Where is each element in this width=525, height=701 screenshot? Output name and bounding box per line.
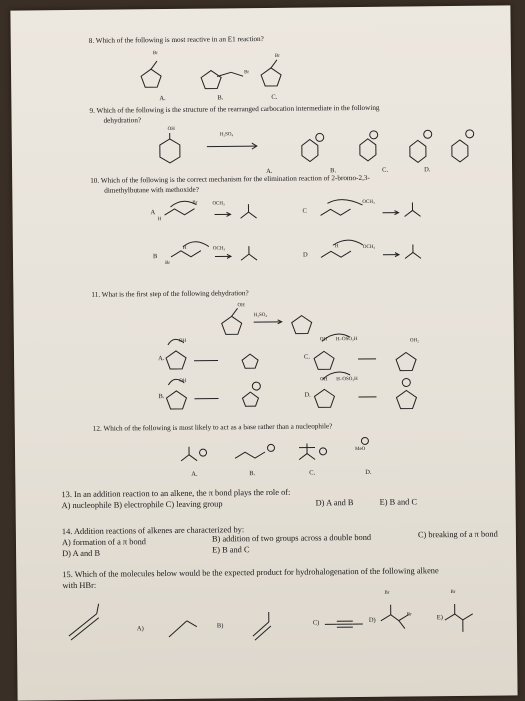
q11-text: 11. What is the first step of the following dehydration? [91,290,248,300]
q14-option-e: E) B and C [212,545,250,555]
q9-label-a: A. [266,168,272,175]
q8-label-b: B. [217,94,223,101]
q10-label-b: B [153,253,157,260]
q10-br-b: Br [165,261,170,267]
q11-hoso3h-c: H–OSO₃H [336,337,358,343]
q11-structures [153,302,474,415]
q13-option-e: E) B and C [380,497,418,507]
q10-h-b: H [183,246,187,252]
q8-br-c: Br [275,54,280,60]
q11-label-a: A. [158,355,164,362]
q9-oh: OH [168,127,175,133]
q11-label-c: C. [304,354,310,361]
q15-br-d2: Br [407,612,412,618]
q15-label-c: C) [313,619,320,626]
q11-oh: OH [237,303,244,309]
q15-structures [57,589,508,654]
q12-label-b: B. [249,470,255,477]
q14-option-c: C) breaking of a π bond [418,530,498,540]
q9-text: 9. Which of the following is the structure of the rearranged carbocation intermediate in the following [89,105,379,116]
q12-label-a: A. [191,471,197,478]
q13-option-d: D) A and B [316,498,354,508]
q10-och3-c: OCH₃ [362,200,374,206]
q8-label-c: C. [271,94,277,101]
q9-label-d: D. [424,166,430,173]
q10-text2: dimethylbutane with methoxide? [104,187,199,196]
q10-och3-a: OCH₃ [212,201,224,207]
q10-h-d: H [335,244,339,250]
q11-oh-c: OH [320,337,327,343]
q10-mechanisms [152,194,473,277]
q12-meo: MeO [355,447,365,453]
q11-label-d: D. [304,392,310,399]
q15-br-e: Br [450,590,455,596]
q15-label-e: E) [437,614,443,621]
q13-line2: A) nucleophile B) electrophile C) leaving group [62,499,223,510]
q14-line1: 14. Addition reactions of alkenes are characterized by: [62,525,244,536]
q15-label-b: B) [217,622,224,629]
q11-oh2-c: OH₂ [410,338,419,344]
q12-structures [175,436,455,469]
q10-och3-b: OCH₃ [213,246,225,252]
q12-label-c: C. [309,469,315,476]
q10-text: 10. Which of the following is the correct mechanism for the elimination reaction of 2-bromo-2,3- [90,175,370,186]
q14-option-b: B) addition of two groups across a double bond [212,533,371,544]
q15-label-a: A) [137,625,144,632]
q12-text: 12. Which of the following is most likely to act as a base rather than a nucleophile? [93,423,333,433]
q8-br-b: Br [244,70,249,76]
q11-oh-b: OH [179,379,186,385]
q11-oh-a: OH [179,339,186,345]
q10-label-c: C [302,208,306,215]
q9-reagent: H₂SO₄ [220,132,234,138]
q11-oh-d: OH [320,377,327,383]
q10-och3-d: OCH₃ [363,245,375,251]
q14-option-d: D) A and B [62,549,100,559]
q15-line2: with HBr: [62,581,96,591]
q9-structures [142,125,502,169]
q10-br-a: Br [192,201,197,207]
q10-label-d: D [303,252,308,259]
q11-reagent: H₂SO₄ [254,313,268,319]
q13-line1: 13. In an addition reaction to an alkene, the π bond plays the role of: [61,488,290,500]
q12-label-d: D. [365,469,371,476]
q9-label-b: B. [330,167,336,174]
q8-br-a: Br [153,51,158,57]
q10-h-a: H [158,217,162,223]
worksheet-page [10,5,517,700]
q15-br-d1: Br [384,591,389,597]
q8-text: 8. Which of the following is most reactive in an E1 reaction? [89,36,264,46]
q9-label-c: C. [382,167,388,174]
q11-label-b: B. [158,393,164,400]
q11-hoso3h-d: H–OSO₃H [336,377,358,383]
q15-line1: 15. Which of the molecules below would be the expected product for hydrohalogenation of the following alkene [62,566,438,579]
q9-text2: dehydration? [104,117,142,125]
q8-label-a: A. [159,95,165,102]
q14-option-a: A) formation of a π bond [62,537,146,547]
q10-label-a: A [150,209,155,216]
q15-label-d: D) [369,617,376,624]
